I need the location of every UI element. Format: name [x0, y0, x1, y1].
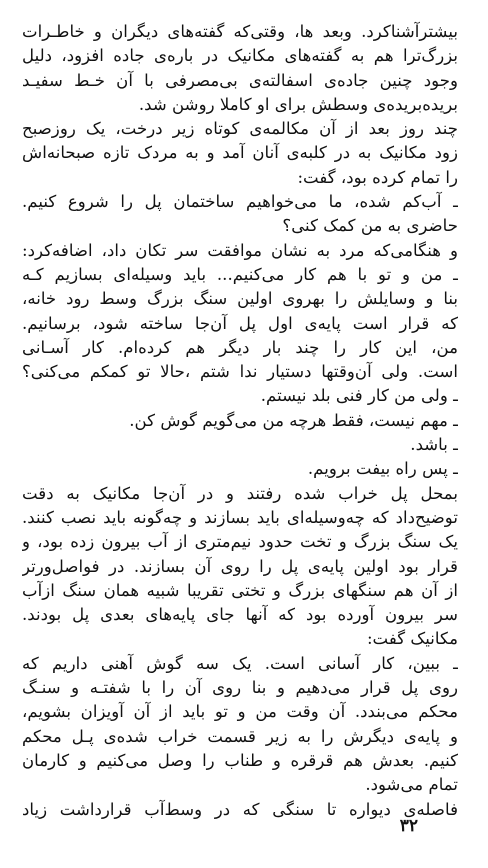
page-number: ۳۲: [399, 816, 418, 836]
text-line: ـ پس راه بیفت برویم.: [307, 459, 458, 479]
text-line: تمام می‌شود.: [365, 775, 458, 795]
text-line: روی پل قرار می‌دهیم و بنا روی آن را با شفتـه و سنـگ: [22, 678, 458, 698]
text-line: قرار بود اولین پایه‌ی پل را روی آن بسازند. در فواصل‌ورتر: [22, 556, 458, 576]
text-line: ـ ببین، کار آسانی است. یک سه گوش آهنی داریم که: [22, 653, 458, 673]
text-line: وجود چنین جاده‌ی اسفالته‌ی بی‌مصرفی با آن خـط سفیـد: [22, 70, 458, 90]
text-line: ـ باشد.: [410, 435, 458, 455]
text-line: کنیم. بعدش هم قرقره و طناب را وصل می‌کنیم و کارمان: [22, 750, 458, 770]
text-line: ـ آب‌کم شده، ما می‌خواهیم ساختمان پل را شروع کنیم.: [22, 192, 458, 212]
text-line: و پایه‌ی دیگرش را به زیر قسمت خراب شده‌ی پـل محکم: [22, 726, 458, 746]
text-line: بیشترآشناکرد. وبعد ها، وقتی‌که گفته‌های دیگران و خاطـرات: [22, 22, 458, 41]
text-line: چند روز بعد از آن مکالمه‌ی کوتاه زیر درخت، یک روزصبح: [22, 119, 458, 139]
text-line: که قرار است پایه‌ی اول پل آن‌جا ساخته شود، برسانیم.: [22, 313, 458, 333]
text-line: بمحل پل خراب شده رفتند و در آن‌جا مکانیک به دقت: [22, 483, 458, 503]
text-line: از آن هم سنگهای بزرگ و تختی تقریبا شبیه همان سنگ ازآب: [22, 580, 458, 600]
text-line: بنا و وسایلش را بهروی اولین سنگ بزرگ وسط رود خانه،: [22, 289, 458, 309]
text-line: ـ مهم نیست، فقط هرچه من می‌گویم گوش کن.: [129, 410, 458, 430]
text-line: فاصله‌ی دیواره تا سنگی که در وسط‌آب قرارداشت زیاد: [22, 799, 458, 819]
text-line: یک سنگ بزرگ و تخت حدود نیم‌متری از آب بیرون زده بود، و: [22, 532, 458, 552]
text-line: من، این کار را چند بار دیگر هم کرده‌ام. کار آسـانی: [22, 337, 458, 357]
text-line: زود مکانیک به در کلبه‌ی آنان آمد و به مردک تازه صبحانه‌اش: [22, 143, 458, 163]
text-line: ـ ولی من کار فنی بلد نیستم.: [260, 386, 458, 406]
text-line: مکانیک گفت:: [366, 629, 458, 649]
text-line: بریده‌بریده‌ی وسطش برای او کاملا روشن شد.: [138, 94, 458, 114]
text-line: است. ولی آن‌وقتها دستیار ندا شتم ،حالا تو کمکم می‌کنی؟: [22, 362, 458, 382]
text-line: توضیح‌داد که چه‌وسیله‌ای باید بسازند و چه‌گونه باید نصب کنند.: [22, 507, 458, 527]
text-line: سر بیرون آورده بود که آنها جای پایه‌های بعدی پل بودند.: [22, 605, 458, 625]
text-line: محکم می‌بندد. آن وقت من و تو باید از آن آویزان بشویم،: [22, 702, 458, 722]
text-line: را تمام کرده بود، گفت:: [297, 167, 458, 187]
body-text: [22, 20, 458, 822]
text-line: ـ من و تو با هم کار می‌کنیم... باید وسیله‌ای بسازیم کـه: [22, 264, 458, 284]
text-line: حاضری به من کمک کنی؟: [282, 216, 458, 236]
text-line: بزرگ‌ترا هم به گفته‌های مکانیک در باره‌ی جاده افزود، دلیل: [22, 46, 458, 66]
text-line: و هنگامی‌که مرد به نشان موافقت سر تکان داد، اضافه‌کرد:: [22, 240, 458, 260]
